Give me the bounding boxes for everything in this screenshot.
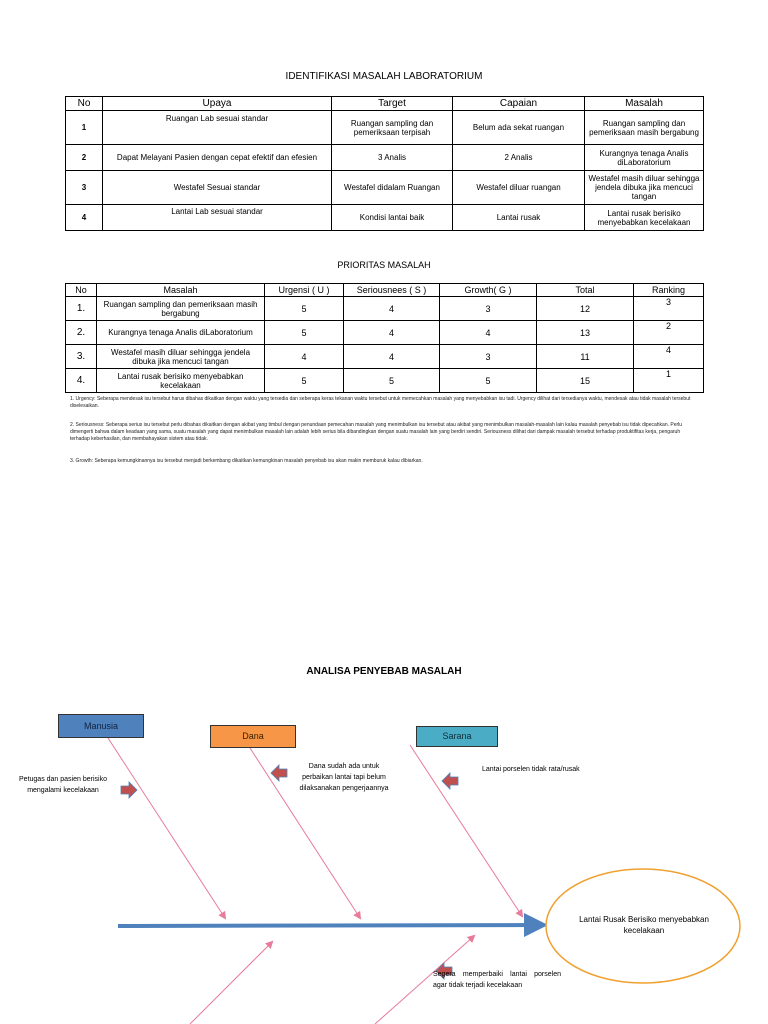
cell: 11 (537, 345, 634, 369)
cell: 4 (66, 205, 103, 231)
cell: Ruangan Lab sesuai standar (103, 111, 332, 145)
category-manusia: Manusia (58, 714, 144, 738)
cell: Kondisi lantai baik (332, 205, 453, 231)
bone-lower-1 (190, 942, 272, 1024)
cell: 4. (66, 369, 97, 393)
category-dana: Dana (210, 725, 296, 748)
cell: Ruangan sampling dan pemeriksaan masih bergabung (585, 111, 704, 145)
note-growth: 3. Growth: Seberapa kemungkinannya isu tersebut menjadi berkembang dikaitkan kemungkinan masalah penyebab isu akan makin memburuk kalau dibiarkan. (70, 458, 423, 464)
cell: 12 (537, 297, 634, 321)
cell: 13 (537, 321, 634, 345)
spine-line (118, 925, 540, 926)
cell: 5 (265, 321, 344, 345)
solution-text: Segera memperbaiki lantai porselen agar tidak terjadi kecelakaan (433, 971, 561, 989)
effect-text: Lantai Rusak Berisiko menyebabkan kecelakaan (579, 915, 709, 935)
cell: 4 (634, 345, 704, 369)
cell: 3 (440, 297, 537, 321)
cell: 5 (344, 369, 440, 393)
cell: 4 (344, 297, 440, 321)
arrow-icon-manusia (121, 782, 137, 798)
cell: 2 (634, 321, 704, 345)
arrow-icon-sarana (442, 773, 458, 789)
cell: Westafel masih diluar sehingga jendela dibuka jika mencuci tangan (97, 345, 265, 369)
cell: 3 Analis (332, 145, 453, 171)
th-seriousnees: Seriousnees ( S ) (344, 284, 440, 297)
cell: 3 (66, 171, 103, 205)
cause-manusia-text: Petugas dan pasien berisiko mengalami kecelakaan (19, 776, 107, 794)
th-urgensi: Urgensi ( U ) (265, 284, 344, 297)
th-upaya: Upaya (103, 97, 332, 111)
cell: 2 Analis (453, 145, 585, 171)
cell: Westafel didalam Ruangan (332, 171, 453, 205)
th-no: No (66, 97, 103, 111)
cell: 2. (66, 321, 97, 345)
th-growth: Growth( G ) (440, 284, 537, 297)
note-urgency: 1. Urgency: Seberapa mendesak isu tersebut harus dibahas dikaitkan dengan waktu yang tersedia dan seberapa keras tekanan waktu tersebut untuk memecahkan masalah yang menyebabkan isu tadi. Urgency dilihat dari tersedianya waktu, mendesak atau tidak masalah tersebut diselesaikan. (70, 396, 691, 409)
title-identifikasi: IDENTIFIKASI MASALAH LABORATORIUM (285, 71, 483, 82)
cell: Lantai rusak berisiko menyebabkan kecelakaan (585, 205, 704, 231)
cell: 5 (440, 369, 537, 393)
cell: Lantai rusak (453, 205, 585, 231)
cell: Westafel diluar ruangan (453, 171, 585, 205)
cell: 1 (634, 369, 704, 393)
th-ranking: Ranking (634, 284, 704, 297)
cell: 4 (440, 321, 537, 345)
cell: Dapat Melayani Pasien dengan cepat efektif dan efesien (103, 145, 332, 171)
category-sarana: Sarana (416, 726, 498, 747)
bone-manusia (108, 738, 225, 918)
cell: 3. (66, 345, 97, 369)
note-seriousness: 2. Seriousness: Seberapa serius isu tersebut perlu dibahas dikaitkan dengan akibat yang timbul dengan penundaan pemecahan masalah yang menimbulkan isu tersebut atau akibat yang menimbulkan masalah-masalah lain kalau masalah penyebab isu tidak dipecahkan. Perlu dimengerti bahwa dalam keadaan yang sama, suatu masalah yang dapat menimbulkan masalah lain adalah lebih serius bila dibandingkan dengan suatu masalah lain yang berdiri sendiri. Seriousness dilihat dari dampak masalah tersebut terhadap produktifitas kerja, pengaruh terhadap keberhasilan, dan membahayakan sistem atau tidak. (70, 422, 683, 442)
cell: 15 (537, 369, 634, 393)
cell: 3 (634, 297, 704, 321)
cell: Kurangnya tenaga Analis diLaboratorium (97, 321, 265, 345)
cell: Lantai Lab sesuai standar (103, 205, 332, 231)
cell: Westafel masih diluar sehingga jendela dibuka jika mencuci tangan (585, 171, 704, 205)
cell: 2 (66, 145, 103, 171)
cell: Belum ada sekat ruangan (453, 111, 585, 145)
cell: 1. (66, 297, 97, 321)
cell: Westafel Sesuai standar (103, 171, 332, 205)
th-total: Total (537, 284, 634, 297)
th-target: Target (332, 97, 453, 111)
th-no: No (66, 284, 97, 297)
th-masalah: Masalah (585, 97, 704, 111)
cause-dana-text: Dana sudah ada untuk perbaikan lantai tapi belum dilaksanakan pengerjaannya (299, 763, 389, 792)
th-masalah: Masalah (97, 284, 265, 297)
cell: Kurangnya tenaga Analis diLaboratorium (585, 145, 704, 171)
cell: Ruangan sampling dan pemeriksaan terpisah (332, 111, 453, 145)
title-prioritas: PRIORITAS MASALAH (337, 260, 431, 270)
th-capaian: Capaian (453, 97, 585, 111)
cell: 5 (265, 369, 344, 393)
cell: Ruangan sampling dan pemeriksaan masih bergabung (97, 297, 265, 321)
cell: 3 (440, 345, 537, 369)
cell: Lantai rusak berisiko menyebabkan kecelakaan (97, 369, 265, 393)
arrow-icon-dana (271, 765, 287, 781)
cell: 4 (344, 321, 440, 345)
cause-sarana-text: Lantai porselen tidak rata/rusak (482, 766, 580, 773)
cell: 4 (344, 345, 440, 369)
cell: 1 (66, 111, 103, 145)
cell: 5 (265, 297, 344, 321)
title-analisa: ANALISA PENYEBAB MASALAH (306, 666, 462, 677)
cell: 4 (265, 345, 344, 369)
